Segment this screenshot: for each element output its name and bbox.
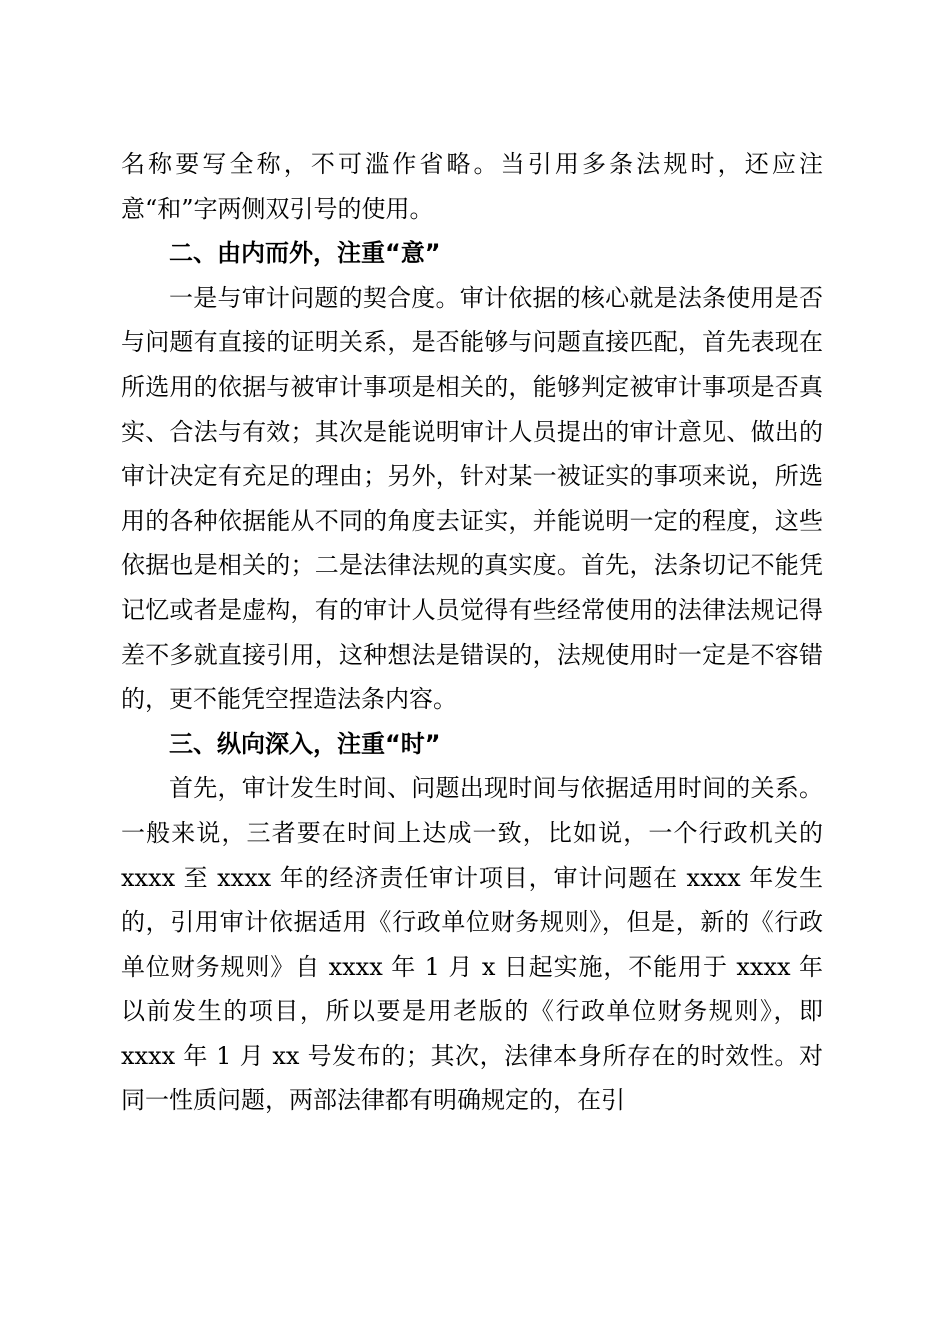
section-heading-three: 三、纵向深入，注重“时” [169,729,441,758]
paragraph-relevance: 一是与审计问题的契合度。审计依据的核心就是法条使用是否与问题有直接的证明关系，是否能够与问题直接匹配，首先表现在所选用的依据与被审计事项是相关的，能够判定被审计事项是否真实、合法与有效；其次是能说明审计人员提出的审计意见、做出的审计决定有充足的理由；另外，针对某一被证实的事项来说，所选用的各种依据能从不同的角度去证实，并能说明一定的程度，这些依据也是相关的；二是法律法规的真实度。首先，法条切记不能凭记忆或者是虚构，有的审计人员觉得有些经常使用的法律法规记得差不多就直接引用，这种想法是错误的，法规使用时一定是不容错的，更不能凭空捏造法条内容。 [121,283,823,714]
document-body [121,142,823,1123]
paragraph-timeliness: 首先，审计发生时间、问题出现时间与依据适用时间的关系。一般来说，三者要在时间上达成一致，比如说，一个行政机关的 xxxx 至 xxxx 年的经济责任审计项目，审计问题在 xxxx 年发生的，引用审计依据适用《行政单位财务规则》，但是，新的《行政单位财务规则》自 xxxx 年 1 月 x 日起实施，不能用于 xxxx 年以前发生的项目，所以要是用老版的《行政单位财务规则》，即 xxxx 年 1 月 xx 号发布的；其次，法律本身所存在的时效性。对同一性质问题，两部法律都有明确规定的，在引 [121,774,823,1115]
paragraph-continuation: 名称要写全称，不可滥作省略。当引用多条法规时，还应注意“和”字两侧双引号的使用。 [121,150,823,223]
section-heading-two: 二、由内而外，注重“意” [169,239,441,268]
